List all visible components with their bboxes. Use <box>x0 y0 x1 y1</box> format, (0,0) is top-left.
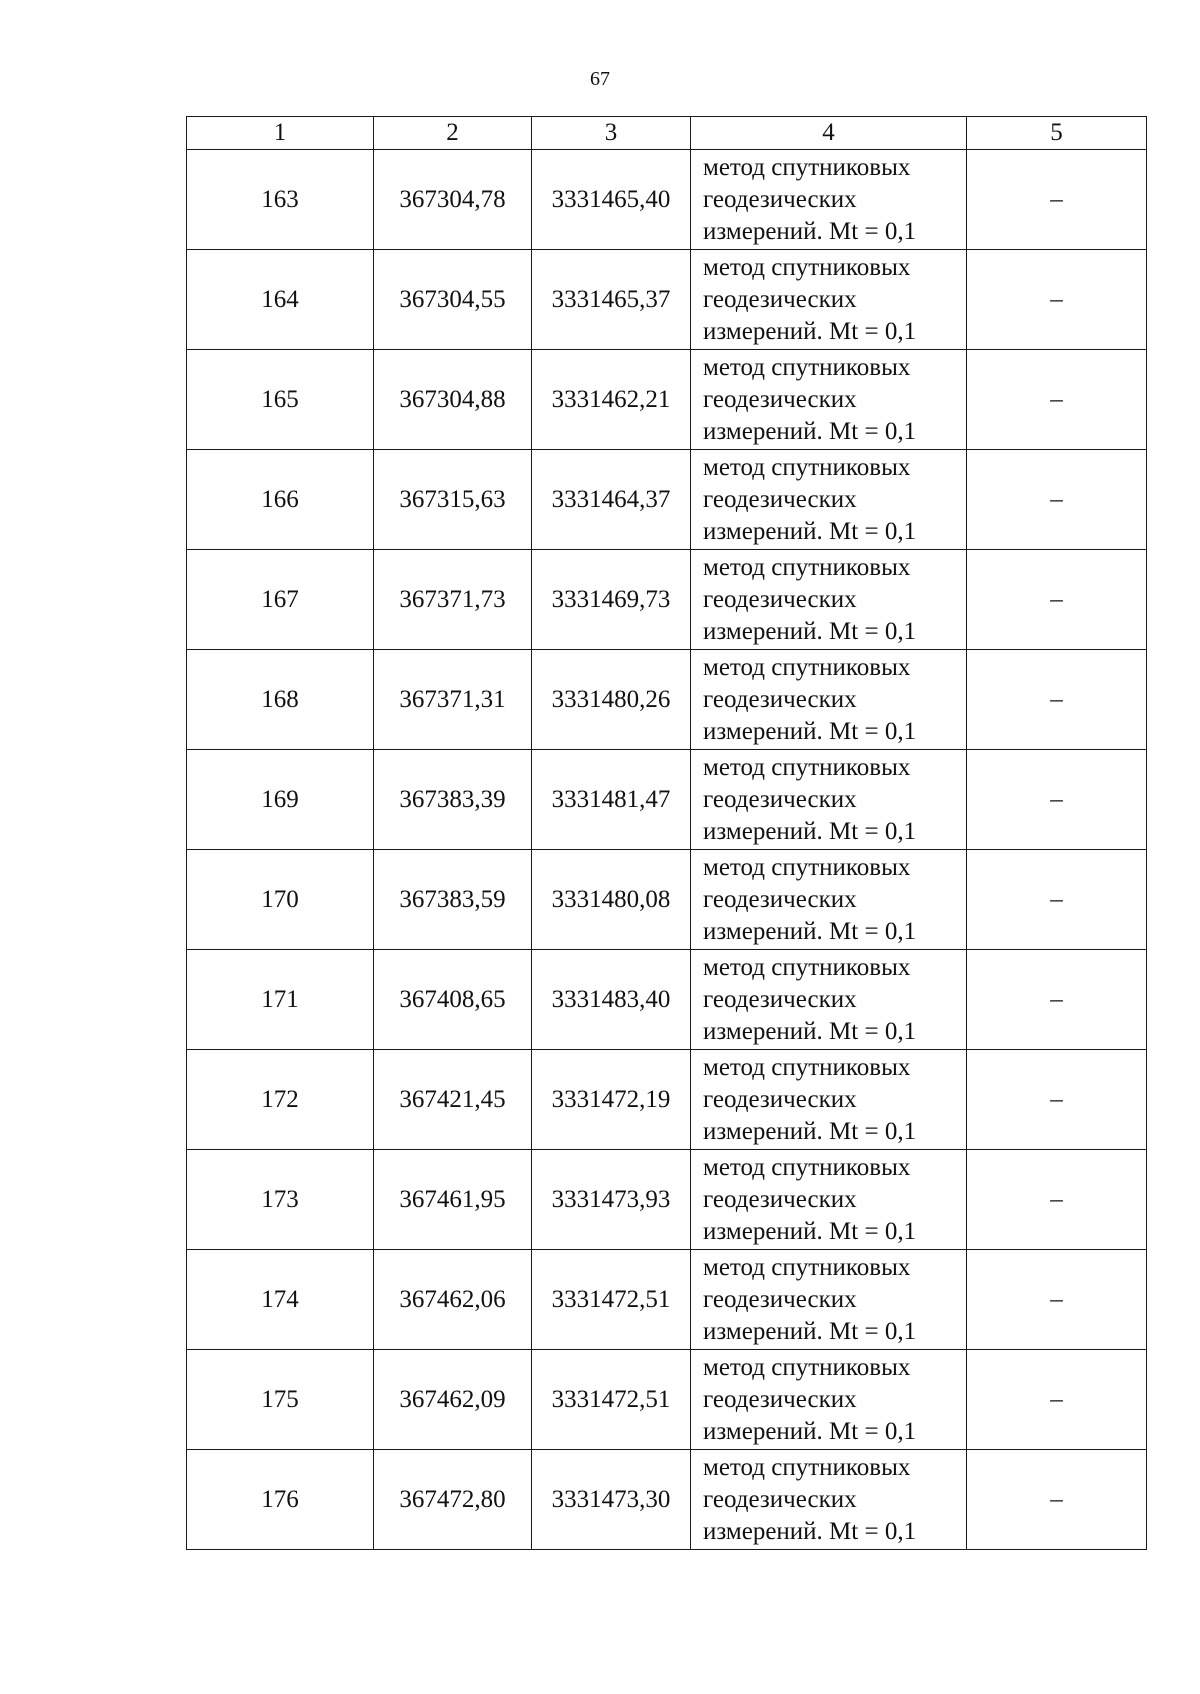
table-row <box>187 1450 1147 1550</box>
method-cell <box>691 550 967 650</box>
point-number-cell: 172 <box>187 1050 374 1150</box>
table-row <box>187 1150 1147 1250</box>
y-coordinate-cell: 3331465,37 <box>532 250 691 350</box>
point-number-cell: 163 <box>187 150 374 250</box>
page-number: 67 <box>590 68 610 90</box>
table-row <box>187 850 1147 950</box>
note-cell: – <box>967 950 1147 1050</box>
table-row <box>187 1050 1147 1150</box>
y-coordinate-cell: 3331473,30 <box>532 1450 691 1550</box>
y-coordinate-cell: 3331472,19 <box>532 1050 691 1150</box>
y-coordinate-cell: 3331483,40 <box>532 950 691 1050</box>
method-line: метод спутниковых <box>703 953 911 981</box>
method-cell <box>691 950 967 1050</box>
x-coordinate-cell: 367371,31 <box>374 650 532 750</box>
method-line: метод спутниковых <box>703 353 911 381</box>
note-cell: – <box>967 1050 1147 1150</box>
note-cell: – <box>967 150 1147 250</box>
note-cell: – <box>967 1150 1147 1250</box>
note-cell: – <box>967 250 1147 350</box>
point-number-cell: 170 <box>187 850 374 950</box>
y-coordinate-cell: 3331472,51 <box>532 1350 691 1450</box>
method-line: геодезических <box>703 185 857 213</box>
method-line: геодезических <box>703 1185 857 1213</box>
table-row <box>187 1250 1147 1350</box>
x-coordinate-cell: 367421,45 <box>374 1050 532 1150</box>
method-cell <box>691 650 967 750</box>
method-line: измерений. Mt = 0,1 <box>703 417 917 445</box>
y-coordinate-cell: 3331469,73 <box>532 550 691 650</box>
method-line: измерений. Mt = 0,1 <box>703 1217 917 1245</box>
y-coordinate-cell: 3331462,21 <box>532 350 691 450</box>
x-coordinate-cell: 367408,65 <box>374 950 532 1050</box>
table-row <box>187 950 1147 1050</box>
header-cell-col5: 5 <box>967 117 1147 150</box>
y-coordinate-cell: 3331480,26 <box>532 650 691 750</box>
method-line: измерений. Mt = 0,1 <box>703 1517 917 1545</box>
method-cell <box>691 1450 967 1550</box>
method-line: геодезических <box>703 485 857 513</box>
point-number-cell: 165 <box>187 350 374 450</box>
table-body <box>187 150 1147 1550</box>
method-line: геодезических <box>703 885 857 913</box>
point-number-cell: 167 <box>187 550 374 650</box>
header-cell-col3: 3 <box>532 117 691 150</box>
method-cell <box>691 1250 967 1350</box>
table-row <box>187 650 1147 750</box>
method-line: измерений. Mt = 0,1 <box>703 817 917 845</box>
note-cell: – <box>967 850 1147 950</box>
x-coordinate-cell: 367304,55 <box>374 250 532 350</box>
point-number-cell: 171 <box>187 950 374 1050</box>
x-coordinate-cell: 367315,63 <box>374 450 532 550</box>
point-number-cell: 174 <box>187 1250 374 1350</box>
point-number-cell: 166 <box>187 450 374 550</box>
method-line: измерений. Mt = 0,1 <box>703 1317 917 1345</box>
table-row <box>187 1350 1147 1450</box>
method-cell <box>691 1150 967 1250</box>
table-row <box>187 750 1147 850</box>
method-cell <box>691 750 967 850</box>
x-coordinate-cell: 367461,95 <box>374 1150 532 1250</box>
method-cell <box>691 850 967 950</box>
method-line: геодезических <box>703 685 857 713</box>
method-line: геодезических <box>703 785 857 813</box>
method-line: метод спутниковых <box>703 253 911 281</box>
method-line: измерений. Mt = 0,1 <box>703 317 917 345</box>
note-cell: – <box>967 350 1147 450</box>
coordinates-table <box>186 116 1147 1550</box>
y-coordinate-cell: 3331465,40 <box>532 150 691 250</box>
method-line: измерений. Mt = 0,1 <box>703 1017 917 1045</box>
method-line: метод спутниковых <box>703 153 911 181</box>
point-number-cell: 168 <box>187 650 374 750</box>
note-cell: – <box>967 450 1147 550</box>
method-cell <box>691 450 967 550</box>
table-row <box>187 450 1147 550</box>
method-cell <box>691 350 967 450</box>
x-coordinate-cell: 367371,73 <box>374 550 532 650</box>
x-coordinate-cell: 367383,59 <box>374 850 532 950</box>
header-row <box>187 117 1147 150</box>
method-line: геодезических <box>703 1085 857 1113</box>
method-line: метод спутниковых <box>703 1353 911 1381</box>
method-cell <box>691 250 967 350</box>
x-coordinate-cell: 367304,88 <box>374 350 532 450</box>
method-line: измерений. Mt = 0,1 <box>703 717 917 745</box>
table-row <box>187 150 1147 250</box>
table-row <box>187 550 1147 650</box>
point-number-cell: 164 <box>187 250 374 350</box>
method-line: метод спутниковых <box>703 453 911 481</box>
note-cell: – <box>967 1350 1147 1450</box>
header-cell-col1: 1 <box>187 117 374 150</box>
method-line: метод спутниковых <box>703 553 911 581</box>
header-cell-col2: 2 <box>374 117 532 150</box>
table-header <box>187 117 1147 150</box>
y-coordinate-cell: 3331473,93 <box>532 1150 691 1250</box>
method-cell <box>691 1050 967 1150</box>
method-line: геодезических <box>703 1285 857 1313</box>
note-cell: – <box>967 1450 1147 1550</box>
y-coordinate-cell: 3331481,47 <box>532 750 691 850</box>
header-cell-col4: 4 <box>691 117 967 150</box>
y-coordinate-cell: 3331480,08 <box>532 850 691 950</box>
method-line: метод спутниковых <box>703 853 911 881</box>
table-row <box>187 250 1147 350</box>
method-line: метод спутниковых <box>703 653 911 681</box>
note-cell: – <box>967 1250 1147 1350</box>
point-number-cell: 173 <box>187 1150 374 1250</box>
method-line: измерений. Mt = 0,1 <box>703 617 917 645</box>
method-line: геодезических <box>703 385 857 413</box>
method-line: измерений. Mt = 0,1 <box>703 917 917 945</box>
point-number-cell: 176 <box>187 1450 374 1550</box>
method-line: измерений. Mt = 0,1 <box>703 217 917 245</box>
note-cell: – <box>967 650 1147 750</box>
method-cell <box>691 150 967 250</box>
method-line: геодезических <box>703 1485 857 1513</box>
x-coordinate-cell: 367462,09 <box>374 1350 532 1450</box>
method-line: метод спутниковых <box>703 753 911 781</box>
x-coordinate-cell: 367383,39 <box>374 750 532 850</box>
method-line: метод спутниковых <box>703 1253 911 1281</box>
point-number-cell: 169 <box>187 750 374 850</box>
method-line: измерений. Mt = 0,1 <box>703 517 917 545</box>
point-number-cell: 175 <box>187 1350 374 1450</box>
x-coordinate-cell: 367304,78 <box>374 150 532 250</box>
method-line: измерений. Mt = 0,1 <box>703 1117 917 1145</box>
x-coordinate-cell: 367462,06 <box>374 1250 532 1350</box>
method-line: метод спутниковых <box>703 1053 911 1081</box>
method-line: метод спутниковых <box>703 1453 911 1481</box>
y-coordinate-cell: 3331472,51 <box>532 1250 691 1350</box>
method-line: геодезических <box>703 285 857 313</box>
method-line: измерений. Mt = 0,1 <box>703 1417 917 1445</box>
x-coordinate-cell: 367472,80 <box>374 1450 532 1550</box>
method-line: геодезических <box>703 985 857 1013</box>
method-line: геодезических <box>703 1385 857 1413</box>
note-cell: – <box>967 750 1147 850</box>
table-row <box>187 350 1147 450</box>
method-line: геодезических <box>703 585 857 613</box>
y-coordinate-cell: 3331464,37 <box>532 450 691 550</box>
note-cell: – <box>967 550 1147 650</box>
method-line: метод спутниковых <box>703 1153 911 1181</box>
method-cell <box>691 1350 967 1450</box>
